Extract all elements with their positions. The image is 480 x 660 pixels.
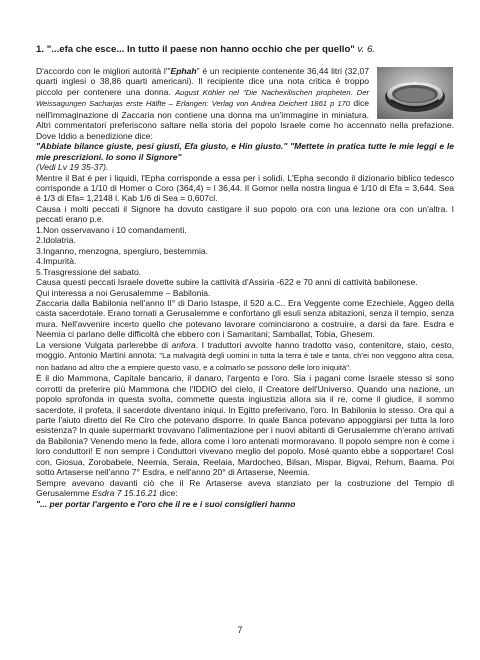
- p9-text-a: Sempre avevano davanti ciò che il Re Artaserse aveva stanziato per la costruzione del Tempio di Gerusalemme: [36, 477, 454, 499]
- paragraph-sins-intro: Causa i molti peccati il Signore ha dovuto castigare il suo popolo ora con una lezione ora con un'altra. I peccati erano p.e.: [36, 203, 454, 225]
- p9-ref: Esdra 7 15.16.21: [92, 488, 158, 499]
- paragraph-final-quote: "... per portar l'argento e l'oro che il re e i suoi consiglieri hanno: [36, 498, 296, 509]
- sin-list-item: 3.Inganno, menzogna, spergiuro, bestemmia.: [36, 245, 208, 256]
- sin-list-item: 1.Non osservavano i 10 comandamenti.: [36, 224, 187, 235]
- paragraph-measures: Mentre il Bat é per i liquidi, l'Epha corrisponde a essa per i solidi. L'Epha secondo il dizionario biblico tedesco corrisponde a 1/10 di Homer o Coro (364,4) = l 36,44. Il Gomor nella nostra lingua é 1/10 di Efa = 3,644. Sea é 1/3 di Efa= 1,2148 l. Kab 1/6 di Sea = 0,607cl.: [36, 172, 454, 204]
- paragraph-artaserse: [36, 478, 454, 499]
- paragraph-captivity: Causa questi peccati Israele dovette subire la cattività d'Assiria -622 e 70 anni di cattività babilonese.: [36, 277, 418, 288]
- p1-citation: August Köhler nel "Die Nachexilischen propheten. Der Weissagungen Sacharjas erste Hälfte – Erlangen: Verlag von Andrea Deichert 1861 p 170: [36, 87, 369, 109]
- paragraph-jerusalem: Qui interessa a noi Gerusalemme – Babilonia.: [36, 287, 211, 298]
- document-body: [36, 66, 454, 509]
- bible-quote: "Abbiate bilance giuste, pesi giusti, Efa giusto, e Hin giusto." "Mettete in pratica tutte le mie leggi e le mie prescrizioni. Io sono il Signore": [36, 141, 454, 162]
- section-heading: [36, 44, 456, 55]
- heading-verse-ref: v. 6.: [357, 44, 375, 55]
- paragraph-zaccaria: Zaccaria dalla Babilonia nell'anno II° di Dario Istaspe, il 520 a.C.. Era Veggente come Ezechiele, Aggeo della casta sacerdotale. Erano tornati a Gerusalemme e confortano gli esuli senza abitazioni, senza il tempio, senza mura. Nell'avvenire incerto quello che potevano lavorare cominciarono a costruire, a darsi da fare. Esdra e Neemia ci parlano delle difficoltà che ebbero con i Samaritani; Samballat, Tobia, Ghesem.: [36, 297, 454, 340]
- page-number: 7: [237, 625, 243, 635]
- ephah-vessel-photo-icon: [377, 67, 453, 119]
- sin-list-item: 2.Idolatria.: [36, 235, 76, 246]
- sin-list-item: 5.Trasgressione del sabato.: [36, 266, 142, 277]
- p7-anfora: anfora: [171, 339, 196, 350]
- paragraph-mammona: È il dio Mammona, Capitale bancario, il danaro, l'argento e l'oro. Sia i pagani come Israele stesso si sono corrotti da preferire più Mammona che l'IDDIO del cielo, il Creatore dell'Universo. Quando una nazione, un popolo sprofonda in questa svolta, commette questa ingiustizia allora sia il re, come il giudice, il sommo sacerdote, il profeta, il sacerdote diventano iniqui. In Egitto preferivano, l'oro. In Babilonia lo stesso. Ora qui a parte l'aiuto diretto del Re Ciro che potevano disporre. In quale Banca potevano appoggiarsi per tutta la loro esistenza? In quale supermarkt trovavano l'alimentazione per i nuovi abitanti di Gerusalemme ch'erano arrivati da Babilonia? Venendo meno la fede, allora come i loro antenati mormoravano. Il popolo sempre non è come i loro conduttori! E non sempre i Conduttori vivevano meglio del popolo. Mosé quanto ebbe a sopportare! Così con, Giosua, Zorobabele, Neemia, Seraia, Reelaia, Mardocheo, Bilsan, Mispar, Bigvai, Rehum, Baama. Poi sotto Artaserse nell'anno 7° Esdra, e nell'anno 20° di Artaserse, Neemia.: [36, 373, 454, 478]
- paragraph-ephah: [36, 66, 454, 141]
- p7-text-b: . I traduttori avvolte hanno tradotto vaso, contenitore, staio, cesto, moggio. Antonio Martini annota:: [36, 339, 454, 361]
- p1-text-c: dice nell'immaginazione di Zaccaria non contiene una donna ma un'immagine in miniatura. Altri commentatori preferiscono saltare nella storia del popolo Israele come ho accennato nella prefazione. Dove Iddio a benedizione dice:: [36, 98, 454, 141]
- sin-list-item: 4.Impurità.: [36, 256, 77, 267]
- p1-ephah-term: Ephah: [170, 66, 197, 76]
- p7-text-a: La versione Vulgata parlerebbe di: [36, 339, 172, 350]
- heading-number: 1.: [36, 44, 45, 55]
- p7-martini-quote: "La malvagità degli uomini in tutta la terra è tale e tanta, ch'ei non veggono altra cosa, non badano ad altro che a empiere questo vaso, e a colmarlo se possono delle loro iniquità".: [36, 351, 454, 372]
- bible-quote-ref: (Vedi Lv 19 35-37).: [36, 162, 109, 173]
- paragraph-vulgata: [36, 340, 454, 373]
- heading-title: "...efa che esce... In tutto il paese non hanno occhio che per quello": [46, 44, 355, 55]
- p1-text-b: " é un recipiente contenente 36,44 litri (32,07 quarti inglesi o 38,86 quarti americani). Il recipiente dice una nota critica é troppo piccolo per contenere una donna.: [36, 66, 370, 97]
- p1-text-a: D'accordo con le migliori autorità l'": [36, 66, 171, 76]
- p9-text-b: dice:: [157, 488, 178, 499]
